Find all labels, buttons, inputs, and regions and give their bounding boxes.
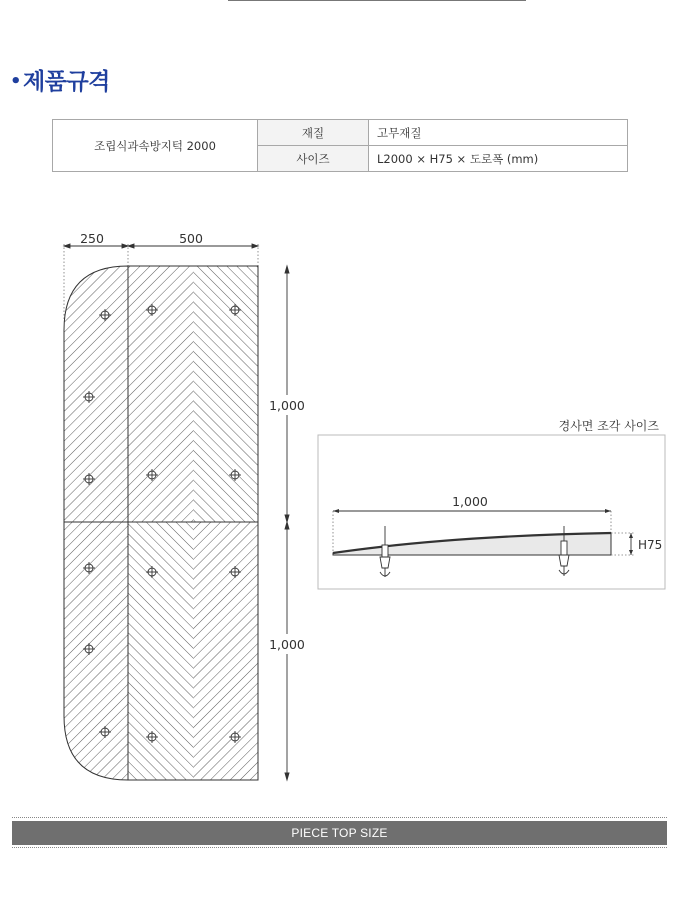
footer-dotted-line-top bbox=[12, 817, 667, 818]
footer-dotted-line-bottom bbox=[12, 847, 667, 848]
spec-key-material: 재질 bbox=[258, 120, 369, 146]
spec-key-size: 사이즈 bbox=[258, 146, 369, 172]
dim-slope-height: H75 bbox=[638, 538, 663, 552]
height-dimension-lines bbox=[285, 266, 289, 780]
product-name-cell: 조립식과속방지턱 2000 bbox=[53, 120, 258, 172]
slope-view-frame bbox=[318, 435, 665, 589]
section-title-text: 제품규격 bbox=[23, 69, 110, 95]
dim-slope-length: 1,000 bbox=[452, 494, 488, 509]
left-wing-piece bbox=[64, 266, 128, 780]
dim-height-bottom: 1,000 bbox=[269, 637, 305, 652]
dim-height-top: 1,000 bbox=[269, 398, 305, 413]
dim-width-right: 500 bbox=[179, 231, 203, 246]
bullet-dot: • bbox=[10, 71, 22, 92]
slope-view-title: 경사면 조각 사이즈 bbox=[558, 419, 659, 433]
dim-width-left: 250 bbox=[80, 231, 104, 246]
footer-label-bar: PIECE TOP SIZE bbox=[12, 821, 667, 845]
spec-value-material: 고무재질 bbox=[369, 120, 628, 146]
spec-value-size: L2000 × H75 × 도로폭 (mm) bbox=[369, 146, 628, 172]
